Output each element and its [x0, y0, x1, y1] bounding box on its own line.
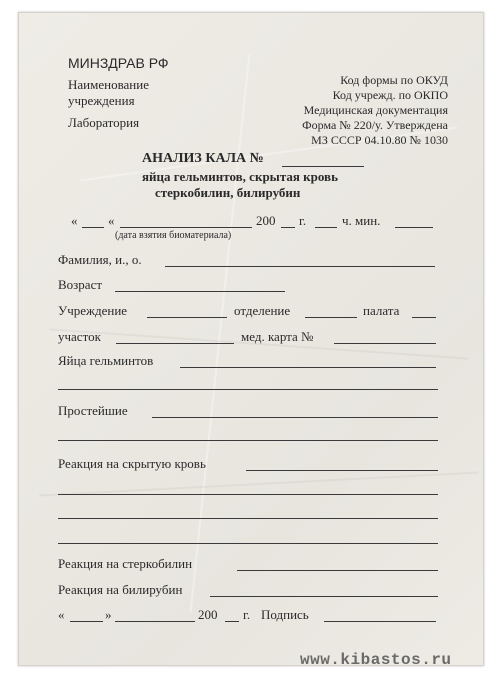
- occult-blood-field[interactable]: [246, 470, 438, 471]
- form-subtitle-2: стеркобилин, билирубин: [155, 185, 301, 200]
- footer-year-prefix: 200: [198, 607, 218, 622]
- helminth-eggs-field-line2[interactable]: [58, 389, 438, 390]
- footer-quote-close: »: [105, 607, 112, 622]
- approval-label: МЗ СССР 04.10.80 № 1030: [311, 133, 448, 147]
- analysis-number-field[interactable]: [282, 166, 364, 167]
- bilirubin-field[interactable]: [210, 596, 438, 597]
- footer-day-field[interactable]: [70, 621, 103, 622]
- time-label: ч. мин.: [342, 213, 381, 228]
- helminth-eggs-field[interactable]: [180, 367, 436, 368]
- stercobilin-field[interactable]: [237, 570, 438, 571]
- occult-blood-label: Реакция на скрытую кровь: [58, 456, 206, 471]
- time-minute-field[interactable]: [395, 227, 433, 228]
- occult-blood-field-line4[interactable]: [58, 543, 438, 544]
- date-year-field[interactable]: [281, 227, 295, 228]
- med-card-field[interactable]: [334, 343, 436, 344]
- ministry-label: МИНЗДРАВ РФ: [68, 55, 169, 71]
- protozoa-label: Простейшие: [58, 403, 128, 418]
- age-label: Возраст: [58, 277, 103, 292]
- protozoa-field-line2[interactable]: [58, 440, 438, 441]
- date-day-field[interactable]: [82, 227, 104, 228]
- date-hint: (дата взятия биоматериала): [115, 230, 232, 241]
- footer-year-suffix: г.: [243, 607, 251, 622]
- form-number-label: Форма № 220/у. Утверждена: [302, 118, 448, 132]
- time-hour-field[interactable]: [315, 227, 337, 228]
- med-card-label: мед. карта №: [241, 329, 314, 344]
- occult-blood-field-line2[interactable]: [58, 494, 438, 495]
- stercobilin-label: Реакция на стеркобилин: [58, 556, 193, 571]
- footer-year-field[interactable]: [225, 621, 239, 622]
- occult-blood-field-line3[interactable]: [58, 518, 438, 519]
- name-field[interactable]: [165, 266, 435, 267]
- okpo-code-label: Код учрежд. по ОКПО: [332, 88, 448, 102]
- footer-quote-open: «: [58, 607, 65, 622]
- bilirubin-label: Реакция на билирубин: [58, 582, 183, 597]
- signature-field[interactable]: [324, 621, 436, 622]
- date-quote-close: «: [108, 213, 115, 228]
- helminth-eggs-label: Яйца гельминтов: [58, 353, 154, 368]
- age-field[interactable]: [115, 291, 285, 292]
- okud-code-label: Код формы по ОКУД: [340, 73, 448, 87]
- name-label: Фамилия, и., о.: [58, 252, 142, 267]
- med-doc-label: Медицинская документация: [303, 103, 448, 117]
- signature-label: Подпись: [261, 607, 309, 622]
- form-subtitle-1: яйца гельминтов, скрытая кровь: [142, 169, 338, 184]
- district-field[interactable]: [116, 343, 234, 344]
- ward-label: палата: [363, 303, 400, 318]
- ward-field[interactable]: [412, 317, 436, 318]
- date-month-field[interactable]: [120, 227, 252, 228]
- paper-crease: [39, 471, 479, 496]
- date-quote-open: «: [71, 213, 78, 228]
- date-year-prefix: 200: [256, 213, 276, 228]
- institution-label-line2: учреждения: [68, 93, 135, 108]
- institution-field[interactable]: [147, 317, 227, 318]
- department-label: отделение: [234, 303, 291, 318]
- lab-label: Лаборатория: [68, 115, 140, 130]
- protozoa-field[interactable]: [152, 417, 438, 418]
- form-title: АНАЛИЗ КАЛА №: [142, 151, 264, 166]
- watermark-text: www.kibastos.ru: [300, 651, 452, 669]
- footer-month-field[interactable]: [115, 621, 195, 622]
- department-field[interactable]: [305, 317, 357, 318]
- district-label: участок: [58, 329, 101, 344]
- date-year-suffix: г.: [299, 213, 307, 228]
- institution-label-line1: Наименование: [68, 77, 149, 92]
- institution-label: Учреждение: [58, 303, 128, 318]
